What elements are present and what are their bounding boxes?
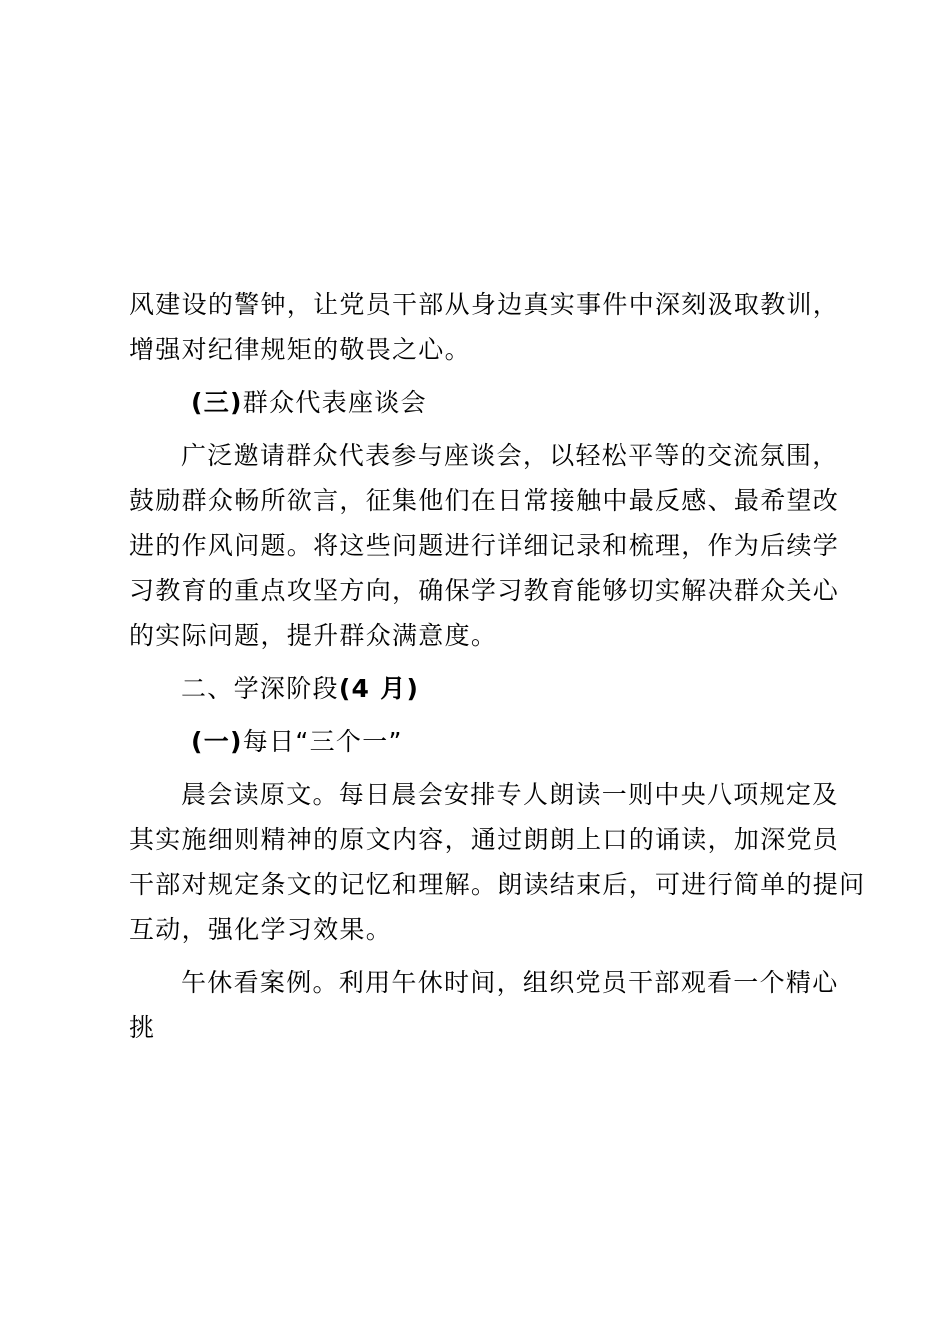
paragraph-line: 鼓励群众畅所欲言，征集他们在日常接触中最反感、最希望改 [129,486,840,515]
paragraph-line: 进的作风问题。将这些问题进行详细记录和梳理，作为后续学 [129,531,840,560]
paragraph-line: 干部对规定条文的记忆和理解。朗读结束后，可进行简单的提问 [129,870,866,899]
paragraph-line: 习教育的重点攻坚方向，确保学习教育能够切实解决群众关心 [129,576,840,605]
paragraph-line: 午休看案例。利用午休时间，组织党员干部观看一个精心 [181,968,839,997]
paragraph-line: 挑 [129,1013,156,1042]
subheading-prefix: (一) [191,727,243,756]
subheading-text: 群众代表座谈会 [242,388,427,417]
paragraph-line: 其实施细则精神的原文内容，通过朗朗上口的诵读，加深党员 [129,825,840,854]
paragraph-line: 风建设的警钟，让党员干部从身边真实事件中深刻汲取教训， [129,290,840,319]
section-heading-suffix: (4 月) [338,674,420,703]
paragraph-line: 晨会读原文。每日晨会安排专人朗读一则中央八项规定及 [181,780,839,809]
subheading-daily-three [129,719,841,764]
paragraph-line: 互动，强化学习效果。 [129,915,393,944]
subheading-group-forum [129,380,841,425]
paragraph-line: 的实际问题，提升群众满意度。 [129,621,498,650]
section-heading-text: 二、学深阶段 [181,674,339,703]
section-heading [129,666,841,711]
subheading-text: 每日“三个一” [242,727,403,756]
document-page [129,282,866,1050]
paragraph-line: 广泛邀请群众代表参与座谈会，以轻松平等的交流氛围， [181,441,839,470]
subheading-prefix: (三) [191,388,243,417]
paragraph-line: 增强对纪律规矩的敬畏之心。 [129,335,471,364]
